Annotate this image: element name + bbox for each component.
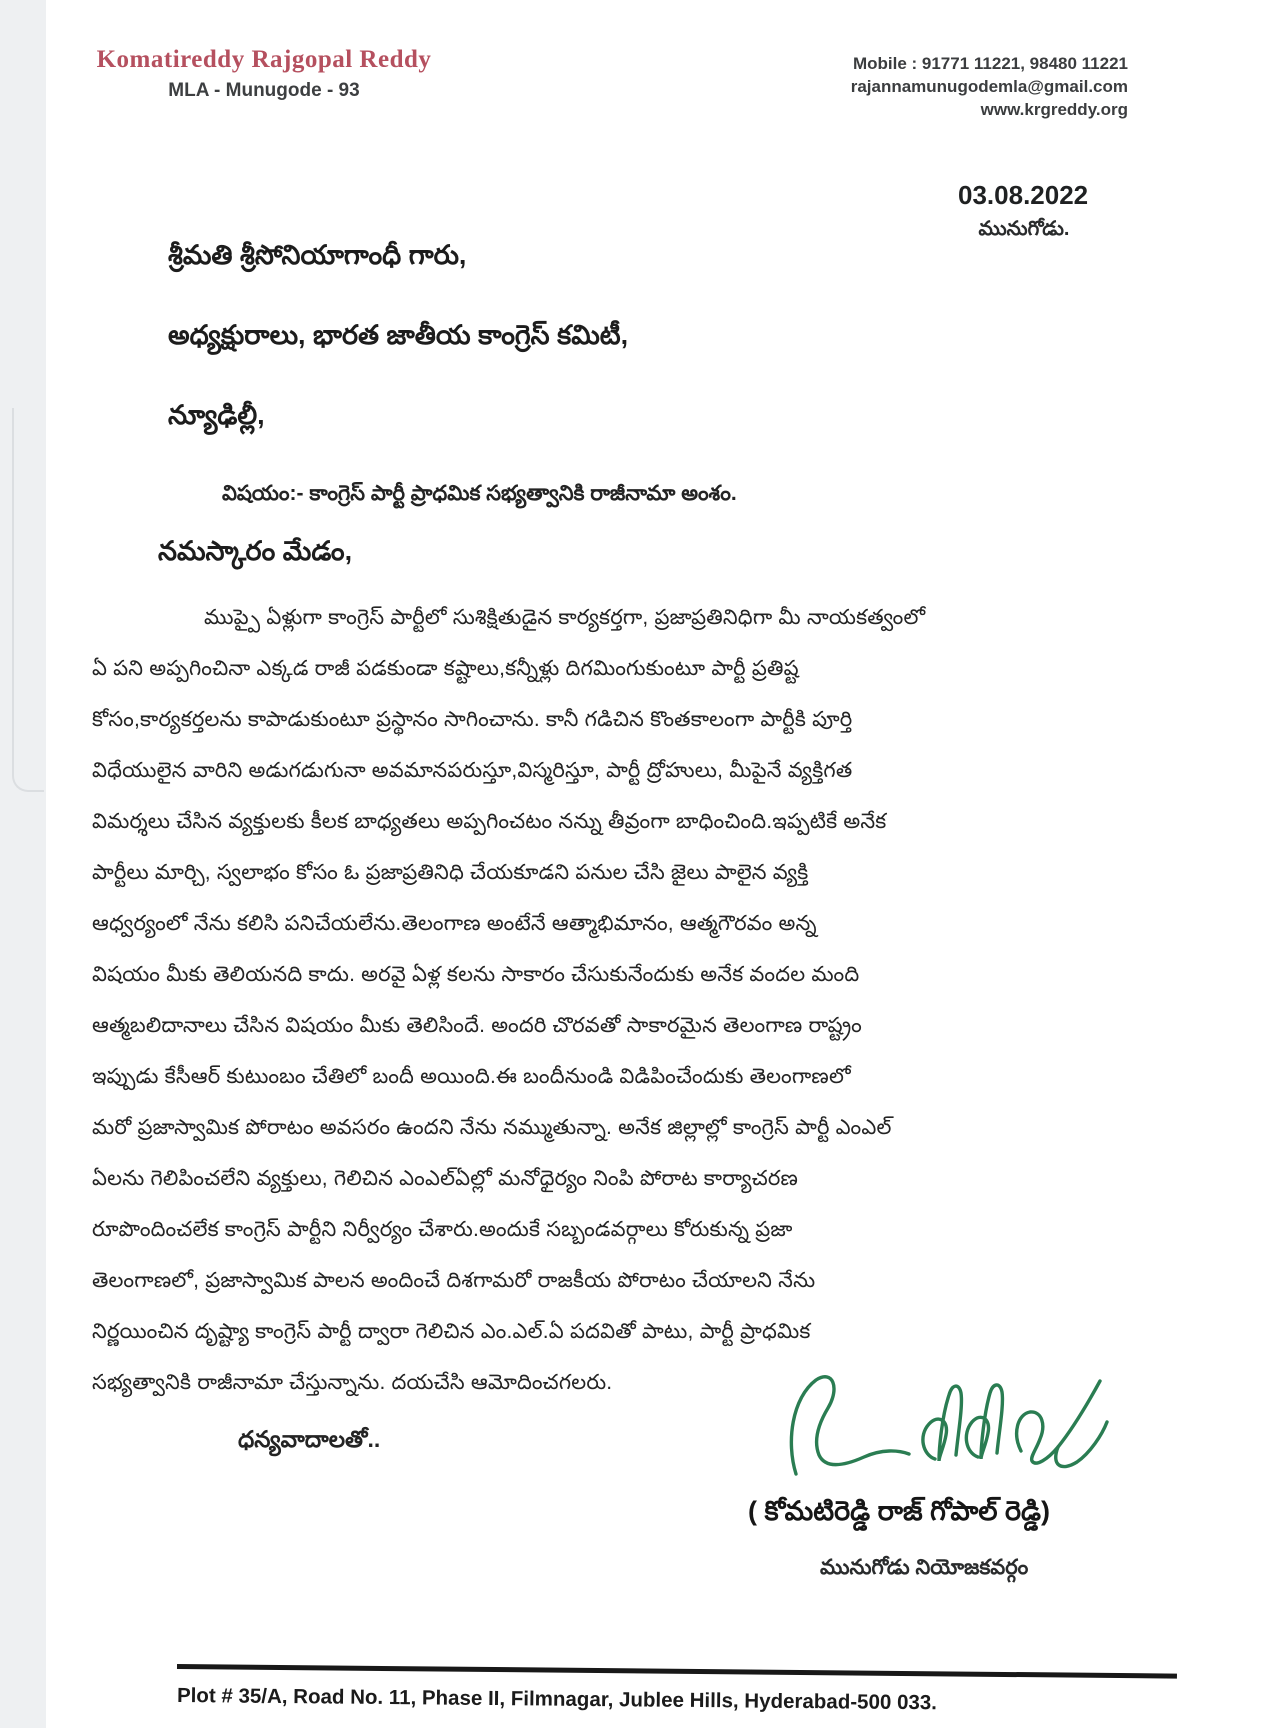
body-line: సభ్యత్వానికి రాజీనామా చేస్తున్నాను. దయచేసి ఆమోదించగలరు. bbox=[92, 1371, 613, 1394]
letterhead-website: www.krgreddy.org bbox=[980, 100, 1128, 119]
letterhead-mobile: Mobile : 91771 11221, 98480 11221 bbox=[852, 54, 1128, 73]
letter-date: 03.08.2022 bbox=[958, 180, 1089, 210]
body-line: ఆత్మబలిదానాలు చేసిన విషయం మీకు తెలిసిందే. అందరి చొరవతో సాకారమైన తెలంగాణ రాష్ట్రం bbox=[92, 1014, 863, 1037]
body-line: నిర్ణయించిన దృష్ట్యా కాంగ్రెస్ పార్టీ ద్వారా గెలిచిన ఎం.ఎల్.ఏ పదవితో పాటు, పార్టీ ప్రాధమిక bbox=[92, 1320, 811, 1343]
body-line: తెలంగాణలో, ప్రజాస్వామిక పాలన అందించే దిశగామరో రాజకీయ పోరాటం చేయాలని నేను bbox=[92, 1269, 816, 1292]
letterhead-email: rajannamunugodemla@gmail.com bbox=[850, 77, 1128, 96]
body-line: రూపొందించలేక కాంగ్రెస్ పార్టీని నిర్వీర్యం చేశారు.అందుకే సబ్బండవర్గాలు కోరుకున్న ప్రజా bbox=[92, 1218, 793, 1241]
recipient-title: అధ్యక్షురాలు, భారత జాతీయ కాంగ్రెస్ కమిటీ, bbox=[168, 320, 629, 350]
body-line: ఇప్పుడు కేసీఆర్ కుటుంబం చేతిలో బందీ అయింది.ఈ బందీనుండి విడిపించేందుకు తెలంగాణలో bbox=[92, 1065, 851, 1088]
subject-line: విషయం:- కాంగ్రెస్ పార్టీ ప్రాధమిక సభ్యత్వానికి రాజీనామా అంశం. bbox=[222, 482, 737, 505]
recipient-block bbox=[168, 240, 628, 480]
body-line: ఏ పని అప్పగించినా ఎక్కడ రాజీ పడకుండా కష్టాలు,కన్నీళ్లు దిగమింగుకుంటూ పార్టీ ప్రతిష్ట bbox=[92, 657, 799, 680]
body-line: విషయం మీకు తెలియనది కాదు. అరవై ఏళ్ల కలను సాకారం చేసుకునేందుకు అనేక వందల మంది bbox=[92, 963, 860, 986]
body-line: విధేయులైన వారిని అడుగడుగునా అవమానపరుస్తూ,విస్మరిస్తూ, పార్టీ ద్రోహులు, మీపైనే వ్యక్తిగత bbox=[92, 759, 853, 782]
signer-constituency: మునుగోడు నియోజకవర్గం bbox=[820, 1556, 1029, 1579]
letterhead-designation: MLA - Munugode - 93 bbox=[168, 80, 360, 101]
recipient-city: న్యూఢిల్లీ, bbox=[168, 400, 265, 430]
letterhead-contact-block bbox=[851, 52, 1128, 121]
body-line: కోసం,కార్యకర్తలను కాపాడుకుంటూ ప్రస్థానం సాగించాను. కానీ గడిచిన కొంతకాలంగా పార్టీకి పూర్తి bbox=[92, 708, 853, 731]
salutation: నమస్కారం మేడం, bbox=[158, 536, 353, 566]
footer-rule bbox=[177, 1664, 1177, 1679]
letter-body bbox=[92, 606, 1022, 1422]
footer-address: Plot # 35/A, Road No. 11, Phase II, Filmnagar, Jublee Hills, Hyderabad-500 033. bbox=[176, 1684, 938, 1715]
signer-name: ( కోమటిరెడ్డి రాజ్ గోపాల్ రెడ్డి) bbox=[748, 1496, 1051, 1526]
recipient-name: శ్రీమతి శ్రీసోనియాగాంధీ గారు, bbox=[168, 240, 467, 270]
body-line: పార్టీలు మార్చి, స్వలాభం కోసం ఓ ప్రజాప్రతినిధి చేయకూడని పనుల చేసి జైలు పాలైన వ్యక్తి bbox=[92, 861, 809, 884]
body-line: ఆధ్వర్యంలో నేను కలిసి పనిచేయలేను.తెలంగాణ అంటేనే ఆత్మాభిమానం, ఆత్మగౌరవం అన్న bbox=[92, 912, 817, 935]
body-line: విమర్శలు చేసిన వ్యక్తులకు కీలక బాధ్యతలు అప్పగించటం నన్ను తీవ్రంగా బాధించింది.ఇప్పటికే అనేక bbox=[92, 810, 887, 833]
scan-artifact-line bbox=[12, 408, 44, 792]
signature-handwritten bbox=[778, 1362, 1112, 1496]
scan-left-gutter bbox=[0, 0, 46, 1728]
body-line: ముప్పై ఏళ్లుగా కాంగ్రెస్ పార్టీలో సుశిక్షితుడైన కార్యకర్తగా, ప్రజాప్రతినిధిగా మీ నాయకత్వంలో bbox=[204, 606, 926, 629]
body-line: మరో ప్రజాస్వామిక పోరాటం అవసరం ఉందని నేను నమ్ముతున్నా. అనేక జిల్లాల్లో కాంగ్రెస్ పార్టీ ఎంఎల్ bbox=[92, 1116, 892, 1139]
body-line: ఏలను గెలిపించలేని వ్యక్తులు, గెలిచిన ఎంఎల్ఏల్లో మనోధైర్యం నింపి పోరాట కార్యాచరణ bbox=[92, 1167, 799, 1190]
letterhead-name: Komatireddy Rajgopal Reddy bbox=[96, 46, 432, 73]
letter-place: మునుగోడు. bbox=[978, 218, 1070, 240]
closing-thanks: ధన్యవాదాలతో.. bbox=[238, 1426, 381, 1452]
signature-ink bbox=[778, 1362, 1112, 1496]
